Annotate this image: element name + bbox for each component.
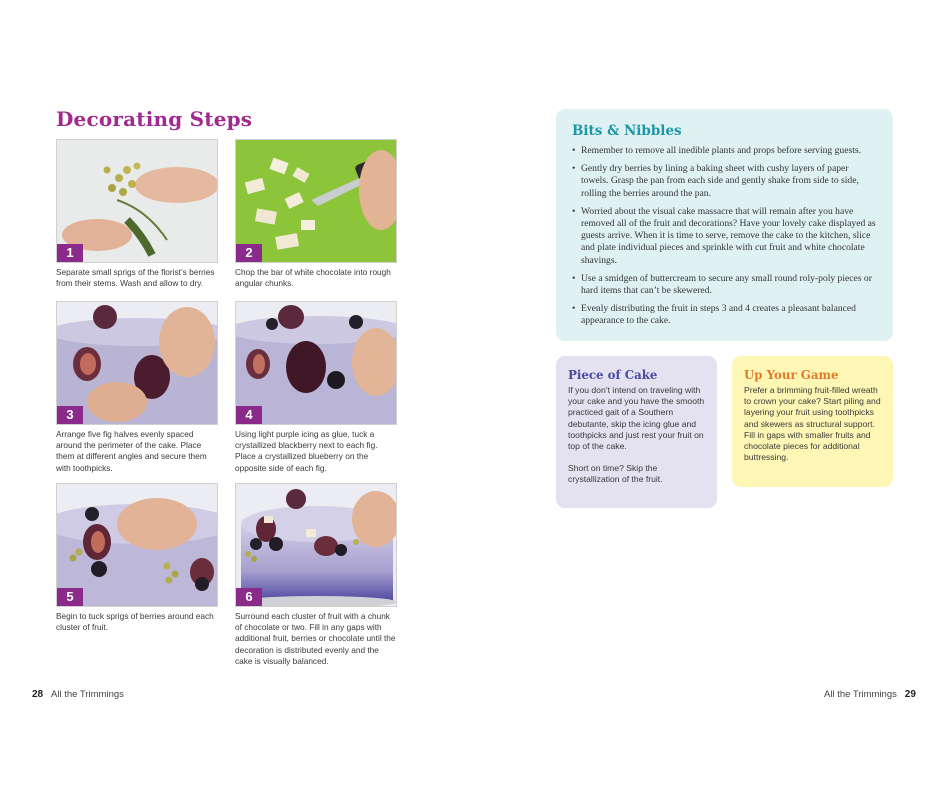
step-5-photo: [56, 483, 218, 607]
step-3-caption: Arrange five fig halves evenly spaced around the perimeter of the cake. Place them at different angles and secure them with toothpicks.: [56, 429, 207, 473]
step-5-badge: 5: [57, 588, 83, 606]
bits-item: • Remember to remove all inedible plants and props before serving guests.: [572, 145, 877, 157]
step-3: [56, 301, 218, 474]
right-page-number: 29: [904, 689, 916, 700]
bits-item: • Use a smidgen of buttercream to secure any small round roly-poly pieces or hard items that can’t be skewered.: [572, 273, 877, 297]
step-4-badge: 4: [236, 406, 262, 424]
step-2-photo: [235, 139, 397, 263]
step-6: [235, 483, 397, 667]
step-1-photo: [56, 139, 218, 263]
piece-of-cake-text: If you don’t intend on traveling with your cake and you have the smooth practiced gait of a Southern debutante, skip the icing glue and toothpicks and just rest your fruit on top of the cake.: [568, 385, 705, 452]
bits-item: • Evenly distributing the fruit in steps 3 and 4 creates a pleasant balanced appearance to the cake.: [572, 303, 877, 327]
right-folio: [824, 689, 916, 700]
step-1-caption: Separate small sprigs of the florist’s berries from their stems. Wash and allow to dry.: [56, 267, 215, 289]
bits-item: • Gently dry berries by lining a baking sheet with cushy layers of paper towels. Grasp the pan from each side and gently shake from side to side, rolling the berries around the pan.: [572, 163, 877, 200]
up-your-game-box: [732, 356, 893, 487]
step-1: [56, 139, 218, 289]
bits-title: Bits & Nibbles: [572, 123, 682, 139]
right-folio-title: All the Trimmings: [824, 689, 897, 700]
bits-item: • Worried about the visual cake massacre that will remain after you have removed all of the fruit and decorations? Have your lovely cake displayed as guests arrive. When it is time to serve, remove the cake to the kitchen, slice and plate individual pieces and sprinkle with cut fruit and white chocolate shavings.: [572, 206, 877, 267]
left-page-number: 28: [32, 689, 44, 700]
step-2: [235, 139, 397, 289]
step-4: [235, 301, 397, 474]
up-your-game-title: Up Your Game: [744, 368, 839, 382]
step-5-caption: Begin to tuck sprigs of berries around each cluster of fruit.: [56, 611, 214, 633]
step-4-caption: Using light purple icing as glue, tuck a crystallized blackberry next to each fig. Place a crystallized blueberry on the opposite side of each fig.: [235, 429, 378, 473]
up-your-game-text: Prefer a brimming fruit-filled wreath to crown your cake? Start piling and layering your fruit using toothpicks and skewers as structural support. Fill in gaps with smaller fruits and chocolate pieces for additional buttressing.: [744, 385, 881, 463]
step-1-badge: 1: [57, 244, 83, 262]
step-2-caption: Chop the bar of white chocolate into rough angular chunks.: [235, 267, 391, 289]
bits-list: [572, 145, 877, 328]
page-title: Decorating Steps: [56, 107, 253, 131]
step-2-badge: 2: [236, 244, 262, 262]
left-folio: [32, 689, 124, 700]
step-6-photo: [235, 483, 397, 607]
bits-and-nibbles-box: [556, 109, 893, 341]
step-6-badge: 6: [236, 588, 262, 606]
step-5: [56, 483, 218, 633]
piece-of-cake-tip: Short on time? Skip the crystallization of the fruit.: [568, 463, 663, 485]
piece-of-cake-title: Piece of Cake: [568, 368, 658, 382]
left-folio-title: All the Trimmings: [51, 689, 124, 700]
step-3-photo: [56, 301, 218, 425]
step-3-badge: 3: [57, 406, 83, 424]
step-4-photo: [235, 301, 397, 425]
piece-of-cake-box: [556, 356, 717, 508]
step-6-caption: Surround each cluster of fruit with a chunk of chocolate or two. Fill in any gaps with additional fruit, berries or chocolate until the decoration is distributed evenly and the cake is visually balanced.: [235, 611, 396, 666]
